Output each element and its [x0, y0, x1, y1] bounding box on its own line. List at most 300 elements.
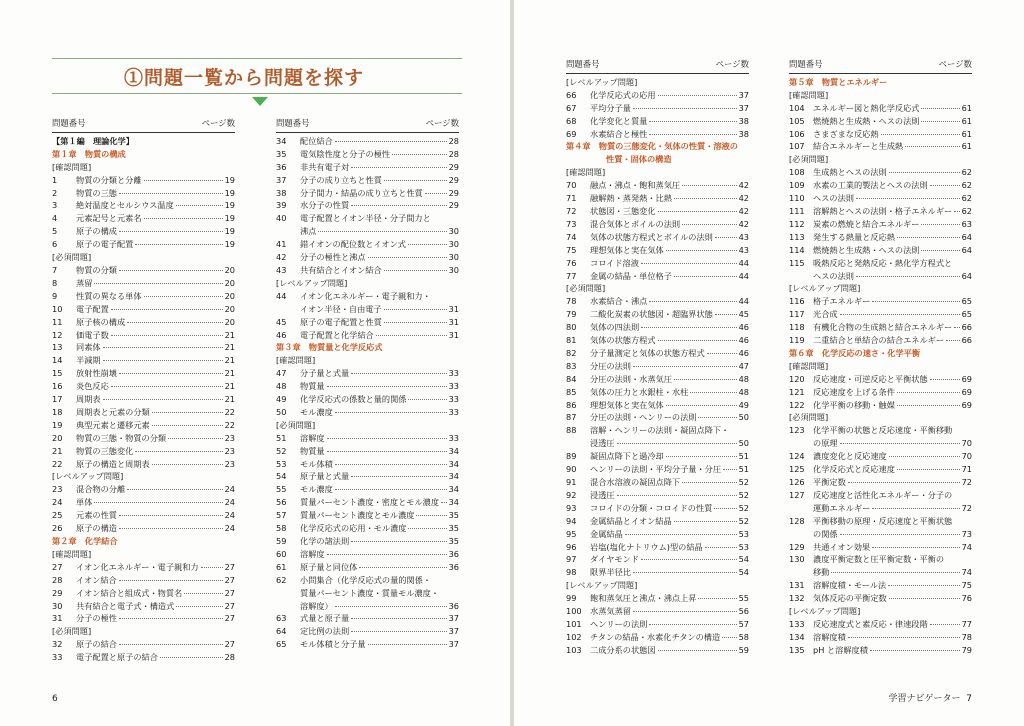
entry-page: 22 [224, 406, 235, 417]
entry-title: 溶解度積 [813, 631, 846, 642]
entry-page: 20 [224, 290, 235, 301]
entry-title: 電気陰性度と分子の極性 [300, 148, 391, 159]
index-entry [276, 393, 459, 406]
leader-dots [327, 438, 447, 439]
index-entry-continuation [789, 270, 972, 283]
entry-title: 溶解度 [300, 432, 325, 443]
entry-number: 70 [566, 180, 577, 191]
index-entry [276, 561, 459, 574]
entry-title: 気体の状態方程式 [590, 335, 656, 346]
entry-number: 22 [52, 458, 63, 469]
leader-dots [144, 218, 223, 219]
leader-dots [127, 489, 222, 490]
column-header [52, 117, 235, 133]
index-entry [789, 644, 972, 657]
entry-number: 88 [566, 425, 577, 436]
leader-dots [335, 464, 447, 465]
entry-title: モル体積 [300, 458, 333, 469]
entry-title: 状態図・三態変化 [590, 205, 656, 216]
entry-page: 53 [738, 541, 749, 552]
leader-dots [617, 443, 737, 444]
index-entry [566, 89, 749, 102]
entry-number: 45 [276, 316, 287, 327]
leader-dots [103, 360, 223, 361]
leader-dots [649, 301, 736, 302]
entry-title: 金属の結晶・単位格子 [590, 270, 672, 281]
entry-page: 21 [224, 355, 235, 366]
leader-dots [674, 521, 737, 522]
index-entry [566, 528, 749, 541]
right-page [514, 0, 1024, 726]
entry-page: 37 [448, 613, 459, 624]
entry-page: 43 [738, 231, 749, 242]
leader-dots [889, 598, 960, 599]
entry-title: 式量と原子量 [300, 613, 350, 624]
section-heading: [レベルアップ問題] [789, 283, 861, 294]
entry-number: 118 [789, 322, 805, 333]
entry-number: 40 [276, 213, 287, 224]
entry-page: 62 [961, 205, 972, 216]
index-entry [52, 199, 235, 212]
leader-dots [327, 554, 447, 555]
entry-title: 平衡定数 [813, 477, 846, 487]
leader-dots [698, 417, 736, 418]
entry-number: 77 [566, 270, 577, 281]
leader-dots [111, 386, 223, 387]
leader-dots [103, 399, 223, 400]
leader-dots [625, 534, 737, 535]
leader-dots [408, 528, 446, 529]
entry-title: 炎色反応 [76, 381, 109, 392]
index-entry [52, 277, 235, 290]
entry-page: 34 [448, 458, 459, 469]
index-entry [52, 212, 235, 225]
entry-title: 沸点 [300, 226, 317, 237]
index-entry [52, 174, 235, 187]
entry-number: 29 [52, 587, 63, 598]
entry-title: 配位結合 [300, 135, 333, 146]
index-entry [52, 458, 235, 471]
index-entry [566, 386, 749, 399]
entry-page: 64 [961, 244, 972, 255]
index-entry [566, 205, 749, 218]
entry-page: 45 [738, 309, 749, 320]
index-entry [52, 290, 235, 303]
entry-number: 119 [789, 335, 805, 346]
leader-dots [881, 134, 960, 135]
entry-number: 123 [789, 425, 805, 436]
entry-page: 21 [224, 381, 235, 392]
entry-title: モル濃度 [300, 484, 333, 495]
entry-title: ヘンリーの法則 [590, 618, 648, 629]
index-entry [566, 218, 749, 231]
entry-number: 38 [276, 187, 287, 198]
leader-dots [682, 224, 737, 225]
index-entry [276, 406, 459, 419]
entry-page: 29 [448, 161, 459, 172]
entry-page: 34 [448, 484, 459, 495]
section-heading: [レベルアップ問題] [276, 277, 348, 288]
leader-dots [335, 489, 447, 490]
entry-page: 37 [448, 626, 459, 637]
entry-number: 72 [566, 205, 577, 216]
entry-number: 57 [276, 510, 287, 521]
leader-dots [897, 469, 960, 470]
leader-dots [831, 572, 959, 573]
entry-page: 66 [961, 322, 972, 333]
index-entry [566, 489, 749, 502]
entry-number: 2 [52, 187, 58, 198]
index-entry [52, 651, 235, 664]
entry-page: 54 [738, 554, 749, 565]
entry-title: 典型元素と遷移元素 [76, 419, 150, 430]
entry-title: 物質の分類 [76, 264, 117, 275]
index-entry [52, 612, 235, 625]
leader-dots [889, 172, 960, 173]
entry-title: ヘスの法則 [813, 193, 854, 204]
entry-title: 格子エネルギー [813, 296, 871, 307]
entry-number: 114 [789, 244, 805, 255]
entry-number: 133 [789, 618, 805, 629]
entry-page: 27 [224, 600, 235, 611]
entry-page: 61 [961, 128, 972, 139]
index-entry [52, 445, 235, 458]
chapter-heading: 第３章 物質量と化学反応式 [276, 342, 383, 353]
index-entry [52, 393, 235, 406]
entry-number: 107 [789, 141, 805, 152]
entry-number: 90 [566, 464, 577, 475]
entry-number: 110 [789, 193, 805, 204]
index-entry [789, 515, 972, 528]
entry-number: 92 [566, 489, 577, 500]
index-entry [52, 587, 235, 600]
entry-title: 非共有電子対 [300, 161, 350, 172]
entry-title: モル体積と分子量 [300, 639, 366, 650]
entry-title: 単体 [76, 497, 93, 508]
leader-dots [176, 606, 222, 607]
entry-number: 128 [789, 515, 805, 526]
entry-number: 73 [566, 218, 577, 229]
entry-title: 原子の構成 [76, 226, 117, 237]
index-entry-continuation [276, 587, 459, 600]
entry-title: 共有結合とイオン結合 [300, 264, 382, 275]
index-entry [276, 522, 459, 535]
entry-title: さまざまな反応熱 [813, 128, 879, 139]
entry-page: 62 [961, 167, 972, 178]
entry-number: 46 [276, 329, 287, 340]
index-entry [566, 592, 749, 605]
page-footer-right [889, 691, 972, 704]
header-page-label: ページ数 [938, 59, 972, 69]
index-entry [566, 515, 749, 528]
index-entry [276, 458, 459, 471]
entry-title: 原子の電子配置 [76, 239, 134, 250]
entry-number: 43 [276, 264, 287, 275]
leader-dots [715, 314, 737, 315]
entry-page: 74 [961, 541, 972, 552]
section-heading: [必須問題] [789, 412, 829, 423]
index-entry [276, 535, 459, 548]
entry-number: 23 [52, 484, 63, 495]
leader-dots [674, 276, 737, 277]
leader-dots [889, 456, 960, 457]
index-entry [789, 128, 972, 141]
entry-page: 42 [738, 180, 749, 191]
entry-title: コロイドの分類・コロイドの性質 [590, 502, 713, 513]
entry-number: 113 [789, 231, 805, 242]
index-entry [276, 612, 459, 625]
chapter-heading: 第６章 化学反応の速さ・化学平衡 [789, 347, 921, 358]
entry-page: 65 [961, 309, 972, 320]
index-entry [52, 600, 235, 613]
entry-page: 27 [224, 574, 235, 585]
page-number-left: 6 [52, 694, 58, 704]
entry-number: 17 [52, 394, 63, 405]
entry-title: 放射性崩壊 [76, 368, 117, 379]
leader-dots [921, 121, 959, 122]
entry-number: 12 [52, 329, 63, 340]
leader-dots [176, 205, 223, 206]
header-number-label: 問題番号 [276, 118, 310, 128]
leader-dots [408, 399, 446, 400]
entry-number: 52 [276, 445, 287, 456]
part-heading: 【第１編 理論化学】 [52, 135, 134, 146]
entry-page: 21 [224, 329, 235, 340]
entry-title: の関係 [813, 528, 838, 539]
leader-dots [359, 567, 446, 568]
entry-number: 108 [789, 167, 805, 178]
entry-page: 42 [738, 218, 749, 229]
entry-page: 64 [961, 270, 972, 281]
entry-title: 混合物の分離 [76, 484, 126, 495]
column-header [276, 117, 459, 133]
entry-title: 物質の三態変化 [76, 445, 134, 456]
entry-number: 132 [789, 593, 805, 604]
entry-page: 46 [738, 322, 749, 333]
entry-page: 36 [448, 600, 459, 611]
entry-title: チタンの結晶・水素化チタンの構造 [590, 631, 721, 642]
leader-dots [714, 508, 736, 509]
entry-page: 33 [448, 432, 459, 443]
entry-number: 134 [789, 631, 805, 642]
index-entry [566, 411, 749, 424]
entry-title: の原理 [813, 438, 838, 449]
footer-label: 学習ナビゲーター [888, 694, 961, 704]
entry-number: 93 [566, 502, 577, 513]
entry-page: 35 [448, 536, 459, 546]
section-heading: [確認問題] [276, 355, 316, 366]
leader-dots [144, 180, 223, 181]
entry-page: 42 [738, 205, 749, 216]
entry-title: 気体の圧力と水銀柱・水柱 [590, 386, 689, 397]
entry-number: 86 [566, 399, 577, 410]
entry-page: 52 [738, 489, 749, 500]
leader-dots [384, 322, 447, 323]
entry-title: 分子量と式量 [300, 368, 350, 379]
entry-page: 20 [224, 264, 235, 275]
entry-title: 物質の三態・物質の分類 [76, 432, 167, 443]
entry-number: 59 [276, 536, 287, 546]
entry-page: 62 [961, 193, 972, 204]
leader-dots [368, 257, 447, 258]
index-entry-continuation [789, 437, 972, 450]
index-entry [276, 148, 459, 161]
chapter-heading: 第４章 物質の三態変化・気体の性質・溶液の [566, 141, 738, 152]
section-heading: [確認問題] [566, 167, 606, 178]
entry-number: 78 [566, 296, 577, 307]
index-entry [789, 553, 972, 566]
entry-number: 18 [52, 406, 63, 417]
entry-page: 61 [961, 141, 972, 152]
entry-page: 48 [738, 373, 749, 384]
entry-number: 24 [52, 497, 63, 508]
index-entry [52, 496, 235, 509]
entry-title: 蒸留 [76, 277, 93, 288]
section-heading: [確認問題] [52, 161, 92, 172]
entry-title: 反応速度と活性化エネルギー・分子の [813, 489, 953, 500]
leader-dots [368, 644, 447, 645]
entry-title: 周期表 [76, 394, 101, 405]
title-rule-bottom [52, 93, 462, 94]
index-entry [566, 128, 749, 141]
leader-dots [946, 340, 960, 341]
index-entry [276, 574, 459, 587]
entry-page: 72 [961, 477, 972, 487]
index-entry [276, 264, 459, 277]
entry-number: 27 [52, 561, 63, 572]
entry-number: 135 [789, 644, 805, 655]
leader-dots [441, 502, 447, 503]
index-entry [566, 450, 749, 463]
entry-number: 7 [52, 264, 58, 275]
entry-number: 115 [789, 257, 805, 268]
entry-title: 元素記号と元素名 [76, 213, 142, 224]
index-entry [789, 463, 972, 476]
entry-number: 76 [566, 257, 577, 268]
index-entry [276, 483, 459, 496]
entry-page: 51 [738, 464, 749, 475]
entry-page: 36 [448, 548, 459, 559]
entry-number: 101 [566, 618, 582, 629]
leader-dots [897, 392, 960, 393]
entry-page: 69 [961, 399, 972, 410]
index-entry [789, 115, 972, 128]
entry-page: 20 [224, 277, 235, 288]
header-number-label: 問題番号 [789, 59, 823, 69]
entry-title: 反応速度式と素反応・律速段階 [813, 618, 928, 629]
leader-dots [617, 495, 737, 496]
entry-page: 34 [448, 497, 459, 508]
entry-title: 半減期 [76, 355, 101, 366]
entry-title: 同素体 [76, 342, 101, 353]
entry-number: 84 [566, 373, 577, 384]
entry-number: 99 [566, 593, 577, 604]
leader-dots [641, 263, 737, 264]
leader-dots [351, 205, 446, 206]
leader-dots [682, 482, 737, 483]
leader-dots [119, 231, 223, 232]
entry-page: 53 [738, 528, 749, 539]
index-entry [789, 373, 972, 386]
index-entry [566, 476, 749, 489]
index-entry-continuation [566, 437, 749, 450]
index-entry-continuation [276, 225, 459, 238]
index-entry [566, 502, 749, 515]
entry-number: 37 [276, 174, 287, 185]
entry-page: 24 [224, 523, 235, 534]
entry-title: 原子の構造 [76, 523, 117, 534]
entry-title: 物質の三態 [76, 187, 117, 198]
entry-page: 73 [961, 528, 972, 539]
leader-dots [690, 392, 736, 393]
entry-page: 66 [961, 335, 972, 346]
entry-number: 4 [52, 213, 58, 224]
entry-title: イオン結合と組成式・物質名 [76, 587, 183, 598]
section-heading: [レベルアップ問題] [566, 580, 638, 591]
entry-number: 48 [276, 381, 287, 392]
entry-number: 21 [52, 445, 63, 456]
leader-dots [392, 154, 447, 155]
leader-dots [351, 618, 446, 619]
entry-number: 98 [566, 567, 577, 578]
leader-dots [705, 547, 737, 548]
entry-title: 水素結合・沸点 [590, 296, 648, 307]
entry-number: 55 [276, 484, 287, 495]
index-entry [789, 631, 972, 644]
leader-dots [930, 624, 960, 625]
leader-dots [152, 412, 223, 413]
leader-dots [856, 276, 960, 277]
leader-dots [698, 598, 736, 599]
leader-dots [184, 593, 222, 594]
entry-page: 62 [961, 180, 972, 191]
entry-title: コロイド溶液 [590, 257, 639, 268]
entry-number: 130 [789, 554, 805, 565]
entry-title: 物質の分類と分離 [76, 174, 142, 185]
entry-number: 50 [276, 406, 287, 417]
index-entry [276, 509, 459, 522]
index-entry [52, 561, 235, 574]
entry-number: 16 [52, 381, 63, 392]
entry-title: 分子間力・結晶の成り立ちと性質 [300, 187, 423, 198]
leader-dots [633, 611, 737, 612]
entry-page: 59 [738, 644, 749, 655]
entry-number: 56 [276, 497, 287, 508]
section-heading: [レベルアップ問題] [566, 76, 638, 87]
header-page-label: ページ数 [715, 59, 749, 69]
entry-page: 19 [224, 239, 235, 250]
leader-dots [111, 335, 223, 336]
entry-title: 絶対温度とセルシウス温度 [76, 200, 174, 211]
entry-number: 125 [789, 464, 805, 475]
entry-title: 結合エネルギーと生成熱 [813, 141, 904, 152]
entry-number: 65 [276, 639, 287, 650]
entry-page: 49 [738, 399, 749, 410]
entry-number: 112 [789, 218, 805, 229]
entry-title: イオン半径・自由電子 [300, 303, 382, 314]
entry-title: 化学反応式の応用・モル濃度 [300, 523, 407, 534]
leader-dots [335, 412, 447, 413]
entry-title: イオン化エネルギー・電子親和力 [76, 561, 199, 572]
leader-dots [94, 283, 222, 284]
down-arrow-icon [252, 97, 268, 106]
leader-dots [723, 469, 737, 470]
entry-title: 二酸化炭素の状態図・超臨界状態 [590, 309, 713, 320]
index-entry [276, 290, 459, 303]
entry-page: 70 [961, 438, 972, 449]
leader-dots [327, 451, 447, 452]
leader-dots [376, 335, 447, 336]
